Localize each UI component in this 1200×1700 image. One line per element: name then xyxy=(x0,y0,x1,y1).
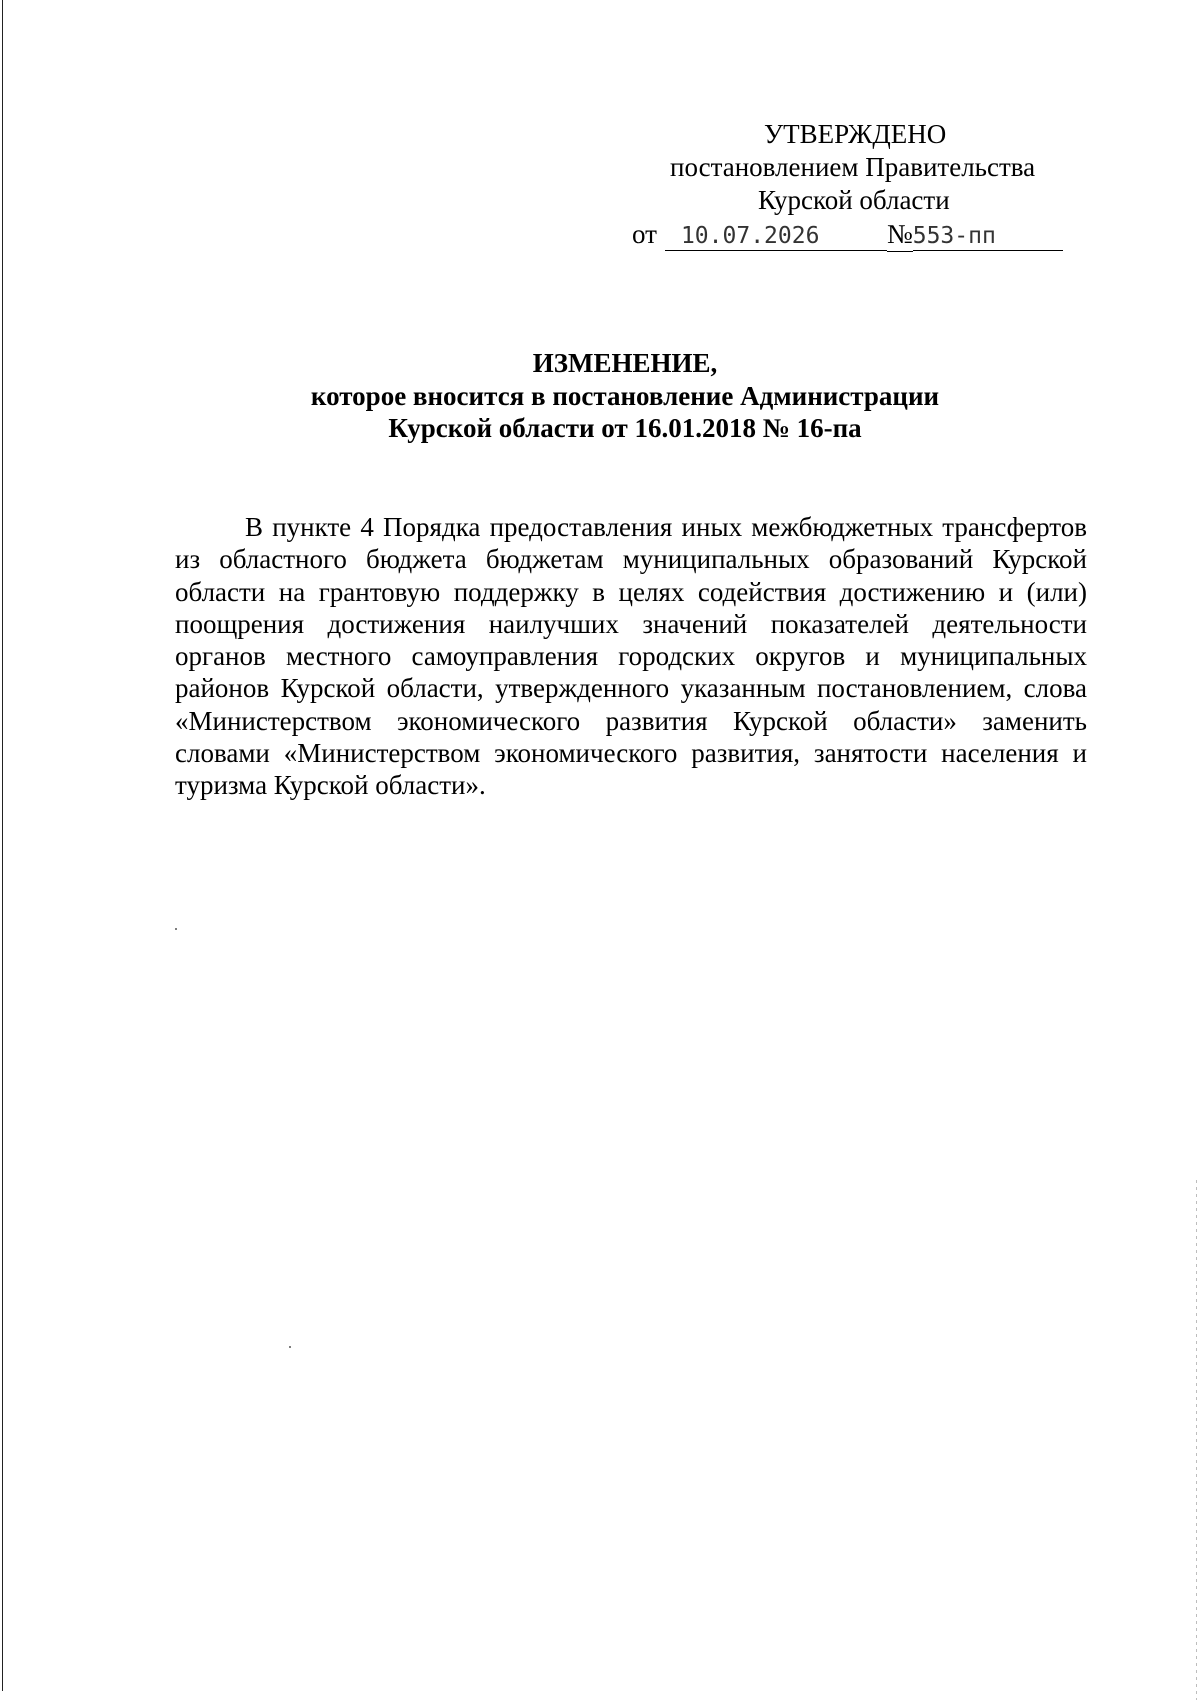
heading-title: ИЗМЕНЕНИЕ, xyxy=(532,348,718,378)
approval-title: УТВЕРЖДЕНО xyxy=(764,119,947,149)
approval-region: Курской области xyxy=(758,185,950,215)
scan-edge-line xyxy=(2,0,3,1691)
approval-date-prefix: от xyxy=(632,219,657,249)
approval-number-label: № xyxy=(887,218,913,252)
scan-speck xyxy=(289,1346,291,1348)
approval-number: 553-пп xyxy=(913,222,1063,251)
body-paragraph: В пункте 4 Порядка предоставления иных межбюджетных трансфертов из областного бюджета бюджетам муниципальных образований Курской области на грантовую поддержку в целях содействия достижению и (или) поощрения достижения наилучших значений показателей деятельности органов местного самоуправления городских округов и муниципальных районов Курской области, утвержденного указанным постановлением, слова «Министерством экономического развития Курской области» заменить словами «Министерством экономического развития, занятости населения и туризма Курской области». xyxy=(175,512,1087,801)
document-heading xyxy=(160,347,1090,444)
approval-date-number-line xyxy=(620,218,1080,252)
scan-edge-dotted xyxy=(1196,1180,1197,1700)
heading-subtitle: которое вносится в постановление Администрации xyxy=(310,381,940,411)
approval-issuer: постановлением Правительства xyxy=(670,152,1036,182)
scan-speck xyxy=(175,928,177,930)
approval-date: 10.07.2026 xyxy=(665,222,887,251)
approval-block xyxy=(620,118,1080,252)
heading-reference: Курской области от 16.01.2018 № 16-па xyxy=(388,413,862,443)
